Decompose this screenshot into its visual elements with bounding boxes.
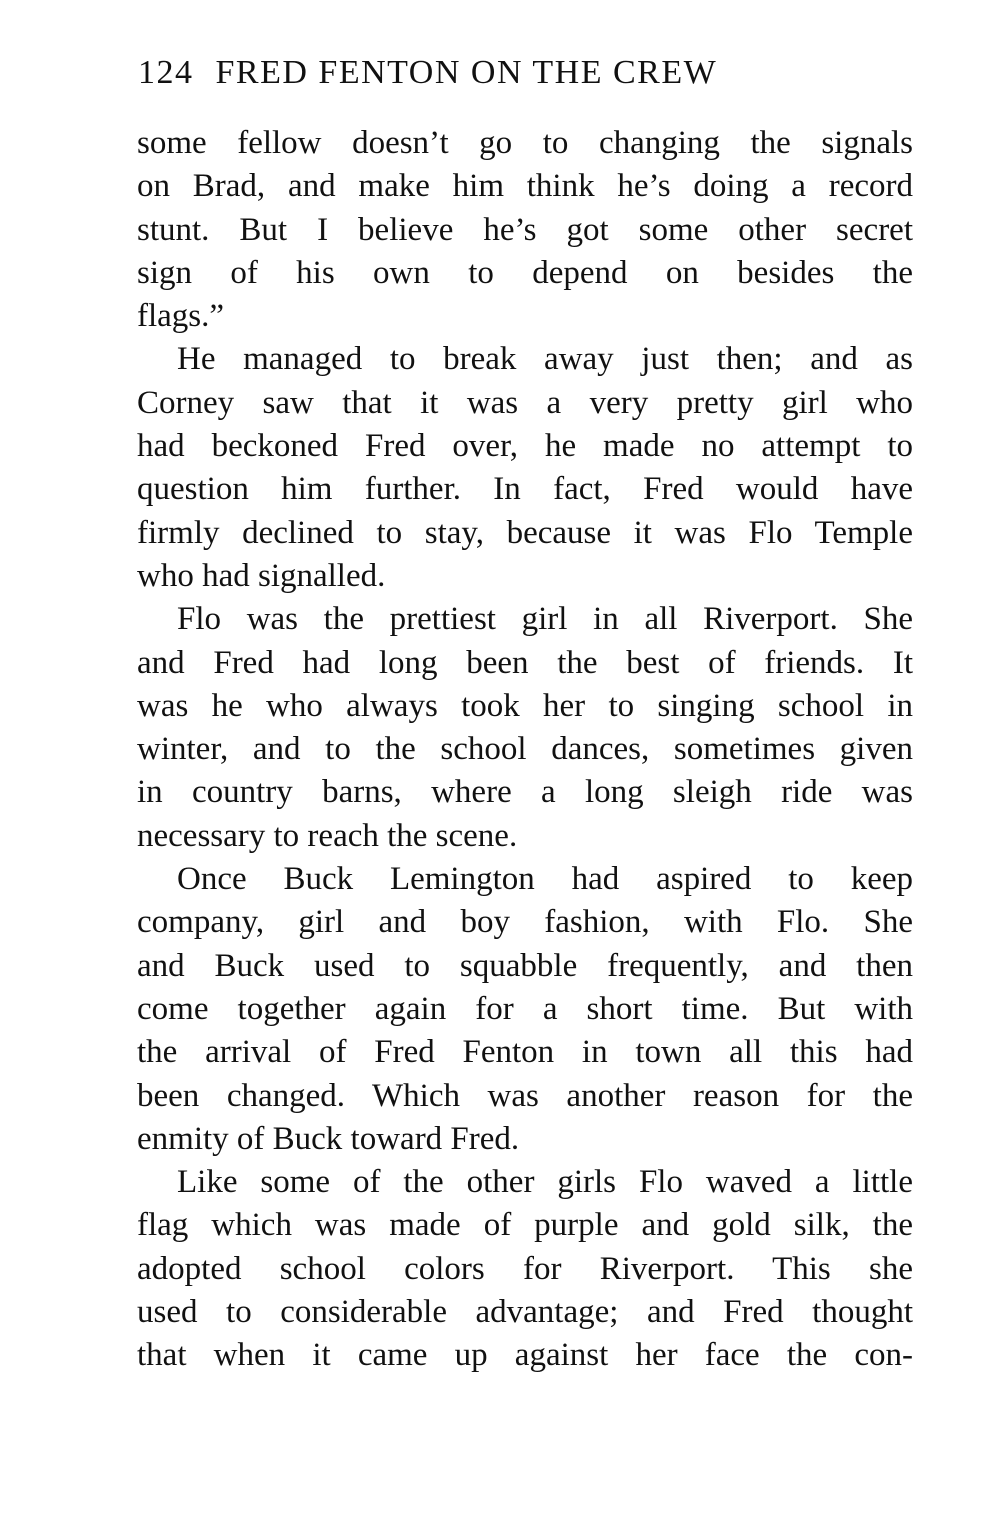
paragraph	[137, 338, 913, 598]
paragraph	[137, 1161, 913, 1377]
text-line: winter, and to the school dances, sometimes given	[137, 731, 913, 768]
text-line: had beckoned Fred over, he made no attempt to	[137, 428, 913, 465]
body-text	[137, 122, 913, 1378]
text-line: He managed to break away just then; and as	[177, 341, 913, 378]
text-line: question him further. In fact, Fred would have	[137, 471, 913, 508]
text-line: company, girl and boy fashion, with Flo. She	[137, 904, 913, 941]
paragraph-continued	[137, 122, 913, 338]
paragraph	[137, 858, 913, 1161]
text-line: adopted school colors for Riverport. This she	[137, 1250, 913, 1287]
text-line: flag which was made of purple and gold silk, the	[137, 1207, 913, 1244]
text-line: the arrival of Fred Fenton in town all this had	[137, 1034, 913, 1071]
text-line: flags.”	[137, 298, 225, 335]
text-line: enmity of Buck toward Fred.	[137, 1120, 520, 1157]
text-line: Flo was the prettiest girl in all Riverport. She	[177, 601, 913, 638]
text-line: Once Buck Lemington had aspired to keep	[177, 861, 913, 898]
paragraph	[137, 598, 913, 858]
page-number: 124	[138, 54, 194, 91]
text-line: and Buck used to squabble frequently, and then	[137, 947, 913, 984]
text-line: used to considerable advantage; and Fred thought	[137, 1294, 913, 1331]
text-line: stunt. But I believe he’s got some other secret	[137, 211, 913, 248]
text-line: come together again for a short time. But with	[137, 990, 913, 1027]
text-line: on Brad, and make him think he’s doing a record	[137, 168, 913, 205]
text-line: and Fred had long been the best of friends. It	[137, 644, 913, 681]
running-header	[138, 54, 838, 92]
text-line: was he who always took her to singing school in	[137, 687, 913, 724]
text-line: Corney saw that it was a very pretty girl who	[137, 384, 913, 421]
text-line: that when it came up against her face the con-	[137, 1337, 913, 1374]
text-line: Like some of the other girls Flo waved a little	[177, 1164, 913, 1201]
text-line: been changed. Which was another reason for the	[137, 1077, 913, 1114]
text-line: necessary to reach the scene.	[137, 817, 518, 854]
text-line: firmly declined to stay, because it was Flo Temple	[137, 514, 913, 551]
text-line: some fellow doesn’t go to changing the signals	[137, 125, 913, 161]
text-line: in country barns, where a long sleigh ride was	[137, 774, 913, 811]
text-line: sign of his own to depend on besides the	[137, 254, 913, 291]
text-line: who had signalled.	[137, 557, 386, 594]
running-title: FRED FENTON ON THE CREW	[215, 54, 718, 91]
